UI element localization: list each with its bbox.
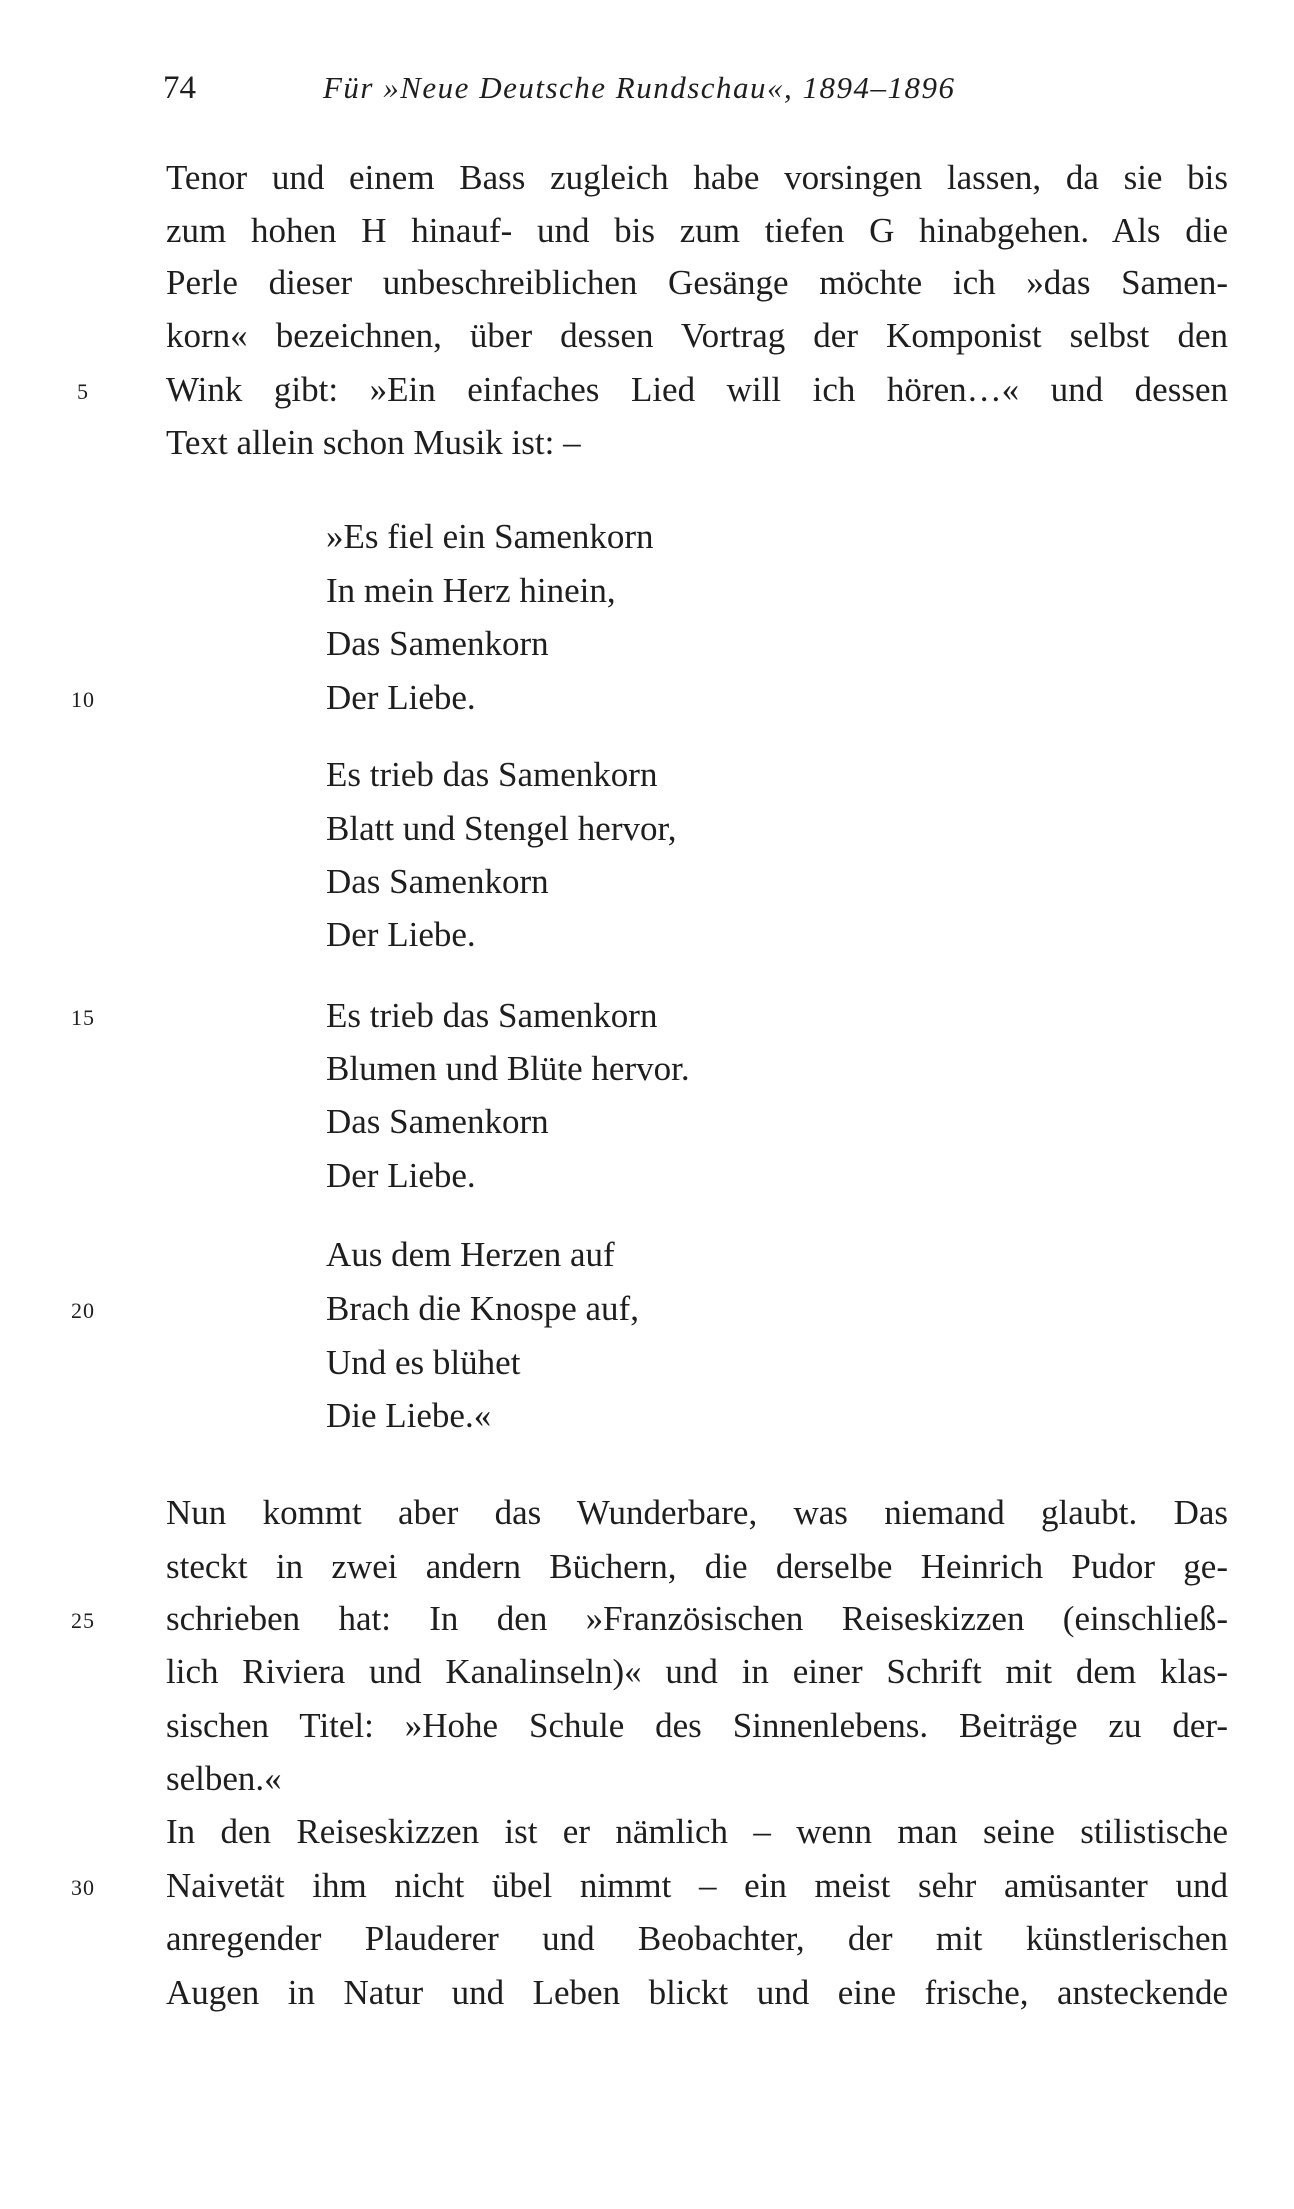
verse-line: »Es fiel ein Samenkorn [326,517,654,556]
text-line: Wink gibt: »Ein einfaches Lied will ich hören…« und dessen [166,370,1228,409]
text-line: korn« bezeichnen, über dessen Vortrag der Komponist selbst den [166,316,1228,355]
verse-line: Blumen und Blüte hervor. [326,1049,690,1088]
text-line: selben.« [166,1759,282,1798]
text-line: In den Reiseskizzen ist er nämlich – wenn man seine stilistische [166,1812,1228,1851]
verse-line: Aus dem Herzen auf [326,1235,615,1274]
text-line: sischen Titel: »Hohe Schule des Sinnenlebens. Beiträge zu der- [166,1706,1228,1745]
verse-line: Das Samenkorn [326,862,549,901]
text-line: lich Riviera und Kanalinseln)« und in einer Schrift mit dem klas- [166,1652,1228,1691]
line-number: 30 [71,1875,95,1900]
verse-line: Brach die Knospe auf, [326,1289,639,1328]
running-title: Für »Neue Deutsche Rundschau«, 1894–1896 [323,70,956,105]
verse-line: Der Liebe. [326,915,476,954]
verse-line: Und es blühet [326,1343,521,1382]
verse-line: Das Samenkorn [326,624,549,663]
verse-line: Blatt und Stengel hervor, [326,809,677,848]
line-number: 25 [71,1608,95,1633]
verse-line: Das Samenkorn [326,1102,549,1141]
text-line: Text allein schon Musik ist: – [166,423,581,462]
text-line: Augen in Natur und Leben blickt und eine frische, ansteckende [166,1973,1228,2012]
line-number: 5 [77,379,89,404]
text-line: zum hohen H hinauf- und bis zum tiefen G hinabgehen. Als die [166,211,1228,250]
verse-line: Der Liebe. [326,1156,476,1195]
line-number: 20 [71,1298,95,1323]
text-line: Tenor und einem Bass zugleich habe vorsingen lassen, da sie bis [166,158,1228,197]
verse-line: Es trieb das Samenkorn [326,755,658,794]
line-number: 10 [71,687,95,712]
page-number: 74 [163,70,196,106]
verse-line: Der Liebe. [326,678,476,717]
text-line: Naivetät ihm nicht übel nimmt – ein meist sehr amüsanter und [166,1866,1228,1905]
text-line: steckt in zwei andern Büchern, die derselbe Heinrich Pudor ge- [166,1547,1228,1586]
text-line: anregender Plauderer und Beobachter, der mit künstlerischen [166,1919,1228,1958]
text-line: Perle dieser unbeschreiblichen Gesänge möchte ich »das Samen- [166,263,1228,302]
text-line: schrieben hat: In den »Französischen Reiseskizzen (einschließ- [166,1599,1228,1638]
verse-line: In mein Herz hinein, [326,571,616,610]
verse-line: Es trieb das Samenkorn [326,996,658,1035]
verse-line: Die Liebe.« [326,1396,492,1435]
text-line: Nun kommt aber das Wunderbare, was niemand glaubt. Das [166,1493,1228,1532]
line-number: 15 [71,1005,95,1030]
